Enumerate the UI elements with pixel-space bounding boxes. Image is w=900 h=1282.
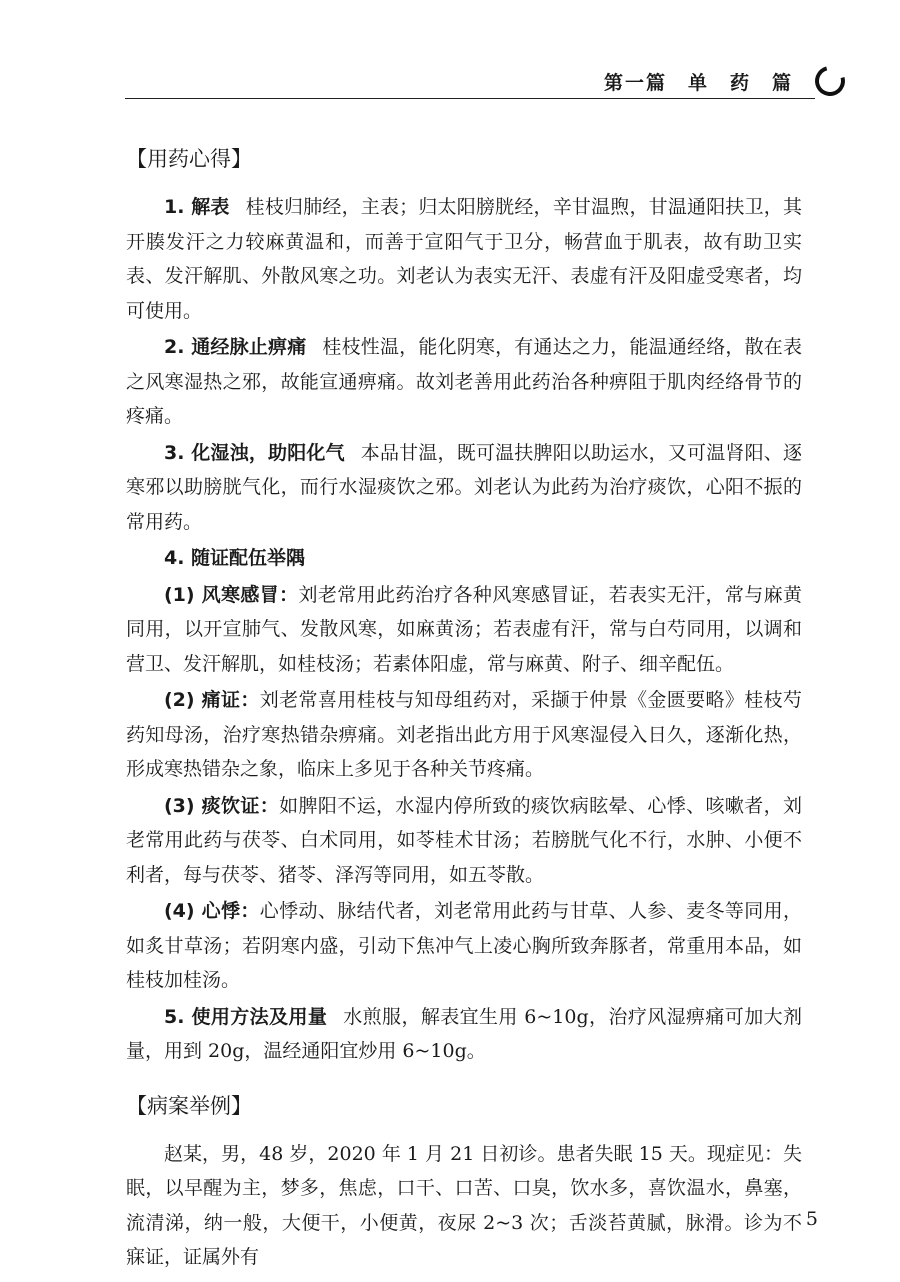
paragraph-label: (2) 痛证： <box>164 689 260 711</box>
paragraph-text: 赵某，男，48 岁，2020 年 1 月 21 日初诊。患者失眠 15 天。现症见：失眠，以早醒为主，梦多，焦虑，口干、口苦、口臭，饮水多，喜饮温水，鼻塞，流清涕，纳一般，大便干，小便黄，夜尿 2~3 次；舌淡苔黄腻，脉滑。诊为不寐证，证属外有 <box>126 1142 802 1268</box>
section-title-usage: 【用药心得】 <box>126 147 252 171</box>
header-ornament-icon <box>810 61 851 102</box>
running-header <box>125 62 815 99</box>
paragraph-yongfa <box>126 1000 802 1069</box>
paragraph-text: 水煎服，解表宜生用 6~10g，治疗风湿痹痛可加大剂量，用到 20g，温经通阳宜炒用 6~10g。 <box>126 1005 802 1062</box>
paragraph-fenghan <box>126 578 802 682</box>
paragraph-text: 如脾阳不运，水湿内停所致的痰饮病眩晕、心悸、咳嗽者，刘老常用此药与茯苓、白术同用，如苓桂术甘汤；若膀胱气化不行，水肿、小便不利者，每与茯苓、猪苓、泽泻等同用，如五苓散。 <box>126 794 802 886</box>
section-title-cases: 【病案举例】 <box>126 1093 252 1118</box>
header-title: 第一篇 单 药 篇 <box>603 72 793 94</box>
paragraph-text: 桂枝归肺经，主表；归太阳膀胱经，辛甘温煦，甘温通阳扶卫，其开腠发汗之力较麻黄温和，而善于宣阳气于卫分，畅营血于肌表，故有助卫实表、发汗解肌、外散风寒之功。刘老认为表实无汗、表虚有汗及阳虚受寒者，均可使用。 <box>126 196 802 322</box>
paragraph-text: 本品甘温，既可温扶脾阳以助运水，又可温肾阳、逐寒邪以助膀胱气化，而行水湿痰饮之邪。刘老认为此药为治疗痰饮，心阳不振的常用药。 <box>126 441 802 533</box>
paragraph-label: 3. 化湿浊，助阳化气 <box>164 441 345 464</box>
paragraph-text: 心悸动、脉结代者，刘老常用此药与甘草、人参、麦冬等同用，如炙甘草汤；若阴寒内盛，引动下焦冲气上凌心胸所致奔豚者，常重用本品，如桂枝加桂汤。 <box>126 900 802 991</box>
paragraph-label: 5. 使用方法及用量 <box>164 1005 328 1028</box>
paragraph-case <box>126 1137 802 1275</box>
paragraph-text: 刘老常喜用桂枝与知母组药对，采撷于仲景《金匮要略》桂枝芍药知母汤，治疗寒热错杂痹痛。刘老指出此方用于风寒湿侵入日久，逐渐化热，形成寒热错杂之象，临床上多见于各种关节疼痛。 <box>126 689 802 780</box>
paragraph-tanyin <box>126 789 802 893</box>
paragraph-text: 桂枝性温，能化阴寒，有通达之力，能温通经络，散在表之风寒湿热之邪，故能宣通痹痛。故刘老善用此药治各种痹阻于肌肉经络骨节的疼痛。 <box>126 336 802 427</box>
paragraph-label: 1. 解表 <box>164 196 230 218</box>
paragraph-label: 4. 随证配伍举隅 <box>164 547 306 569</box>
paragraph-label: (1) 风寒感冒： <box>164 583 299 606</box>
paragraph-text: 刘老常用此药治疗各种风寒感冒证，若表实无汗，常与麻黄同用，以开宣肺气、发散风寒，如麻黄汤；若表虚有汗，常与白芍同用，以调和营卫、发汗解肌，如桂枝汤；若素体阳虚，常与麻黄、附子、细辛配伍。 <box>126 583 802 675</box>
paragraph-tongzheng <box>126 683 802 787</box>
paragraph-label: 2. 通经脉止痹痛 <box>164 336 307 358</box>
paragraph-huashi <box>126 436 802 540</box>
paragraph-label: (3) 痰饮证： <box>164 794 280 817</box>
paragraph-label: (4) 心悸： <box>164 900 260 922</box>
page-body <box>126 140 802 1277</box>
paragraph-tongjing <box>126 330 802 434</box>
page-number: 5 <box>805 1208 818 1230</box>
paragraph-peiwu-heading <box>126 541 802 576</box>
paragraph-xinji <box>126 894 802 998</box>
paragraph-jiebiao <box>126 190 802 328</box>
